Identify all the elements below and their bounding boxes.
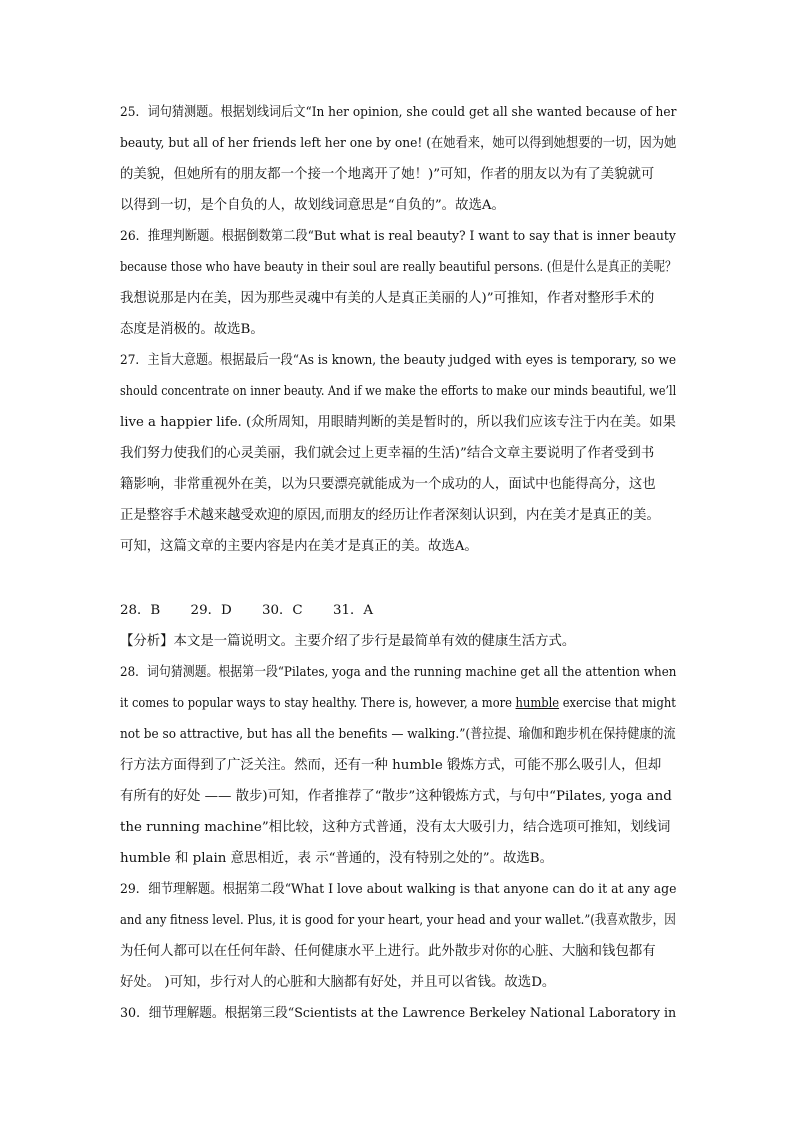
text-line: 26．推理判断题。根据倒数第二段“But what is real beauty? I want to say that is inner beauty [120, 229, 676, 244]
text-line: and any fitness level. Plus, it is good for your heart, your head and your wallet.”(我喜欢散步，因 [120, 913, 676, 928]
answer-29: 29．D [190, 603, 232, 618]
text-line: 为任何人都可以在任何年龄、任何健康水平上进行。此外散步对你的心脏、大脑和钱包都有 [120, 944, 656, 959]
text-line: 以得到一切，是个自负的人，故划线词意思是“自负的”。故选A。 [120, 198, 505, 213]
text-line: 27．主旨大意题。根据最后一段“As is known, the beauty judged with eyes is temporary, so we [120, 353, 677, 368]
text-line: 可知，这篇文章的主要内容是内在美才是真正的美。故选A。 [120, 539, 478, 554]
answer-28: 28．B [120, 603, 161, 618]
text-line: 正是整容手术越来越受欢迎的原因,而朋友的经历让作者深刻认识到，内在美才是真正的美。 [120, 508, 660, 523]
text-line: 28．词句猜测题。根据第一段“Pilates, yoga and the running machine get all the attention when [120, 665, 677, 680]
text-segment: exercise that might [559, 696, 676, 711]
text-line: 籍影响，非常重视外在美，以为只要漂亮就能成为一个成功的人，面试中也能得高分，这也 [120, 477, 656, 492]
text-line: 25．词句猜测题。根据划线词后文“In her opinion, she could get all she wanted because of her [120, 105, 677, 120]
underlined-word: humble [515, 696, 560, 711]
text-line: 好处。 )可知，步行对人的心脏和大脑都有好处，并且可以省钱。故选D。 [120, 975, 556, 990]
text-line: 30．细节理解题。根据第三段“Scientists at the Lawrence Berkeley National Laboratory in [120, 1006, 677, 1021]
text-line: 29．细节理解题。根据第二段“What I love about walking is that anyone can do it at any age [120, 882, 677, 897]
text-line: 的美貌，但她所有的朋友都一个接一个地离开了她！)”可知，作者的朋友以为有了美貌就可 [120, 167, 655, 182]
text-line: 我们努力使我们的心灵美丽，我们就会过上更幸福的生活)”结合文章主要说明了作者受到书 [120, 446, 655, 461]
answer-30: 30．C [261, 603, 303, 618]
text-line: 我想说那是内在美，因为那些灵魂中有美的人是真正美丽的人)”可推知，作者对整形手术的 [120, 291, 655, 306]
text-line: because those who have beauty in their soul are really beautiful persons. (但是什么是真正的美呢？ [120, 260, 677, 275]
text-line: beauty, but all of her friends left her one by one! (在她看来，她可以得到她想要的一切，因为她 [120, 136, 677, 151]
text-line: the running machine”相比较，这种方式普通，没有太大吸引力，结合选项可推知，划线词 [120, 820, 671, 835]
text-line: 行方法方面得到了广泛关注。然而，还有一种 humble 锻炼方式，可能不那么吸引人，但却 [120, 758, 662, 773]
text-segment: it comes to popular ways to stay healthy. There is, however, a more [120, 696, 516, 711]
text-line: 有所有的好处 —— 散步)可知，作者推荐了“散步”这种锻炼方式，与句中“Pilates, yoga and [120, 789, 672, 804]
text-line: should concentrate on inner beauty. And if we make the efforts to make our minds beautiful, we’ll [120, 384, 677, 399]
text-line: humble 和 plain 意思相近，表 示“普通的，没有特别之处的”。故选B。 [120, 851, 554, 866]
answer-31: 31．A [332, 603, 374, 618]
answer-key-row [120, 601, 399, 621]
text-line: not be so attractive, but has all the benefits — walking.”(普拉提、瑜伽和跑步机在保持健康的流 [120, 727, 676, 742]
text-line [120, 694, 676, 714]
analysis-line: 【分析】本文是一篇说明文。主要介绍了步行是最简单有效的健康生活方式。 [120, 634, 576, 649]
text-line: 态度是消极的。故选B。 [120, 322, 264, 337]
text-line: live a happier life. (众所周知，用眼睛判断的美是暂时的，所以我们应该专注于内在美。如果 [120, 415, 676, 430]
